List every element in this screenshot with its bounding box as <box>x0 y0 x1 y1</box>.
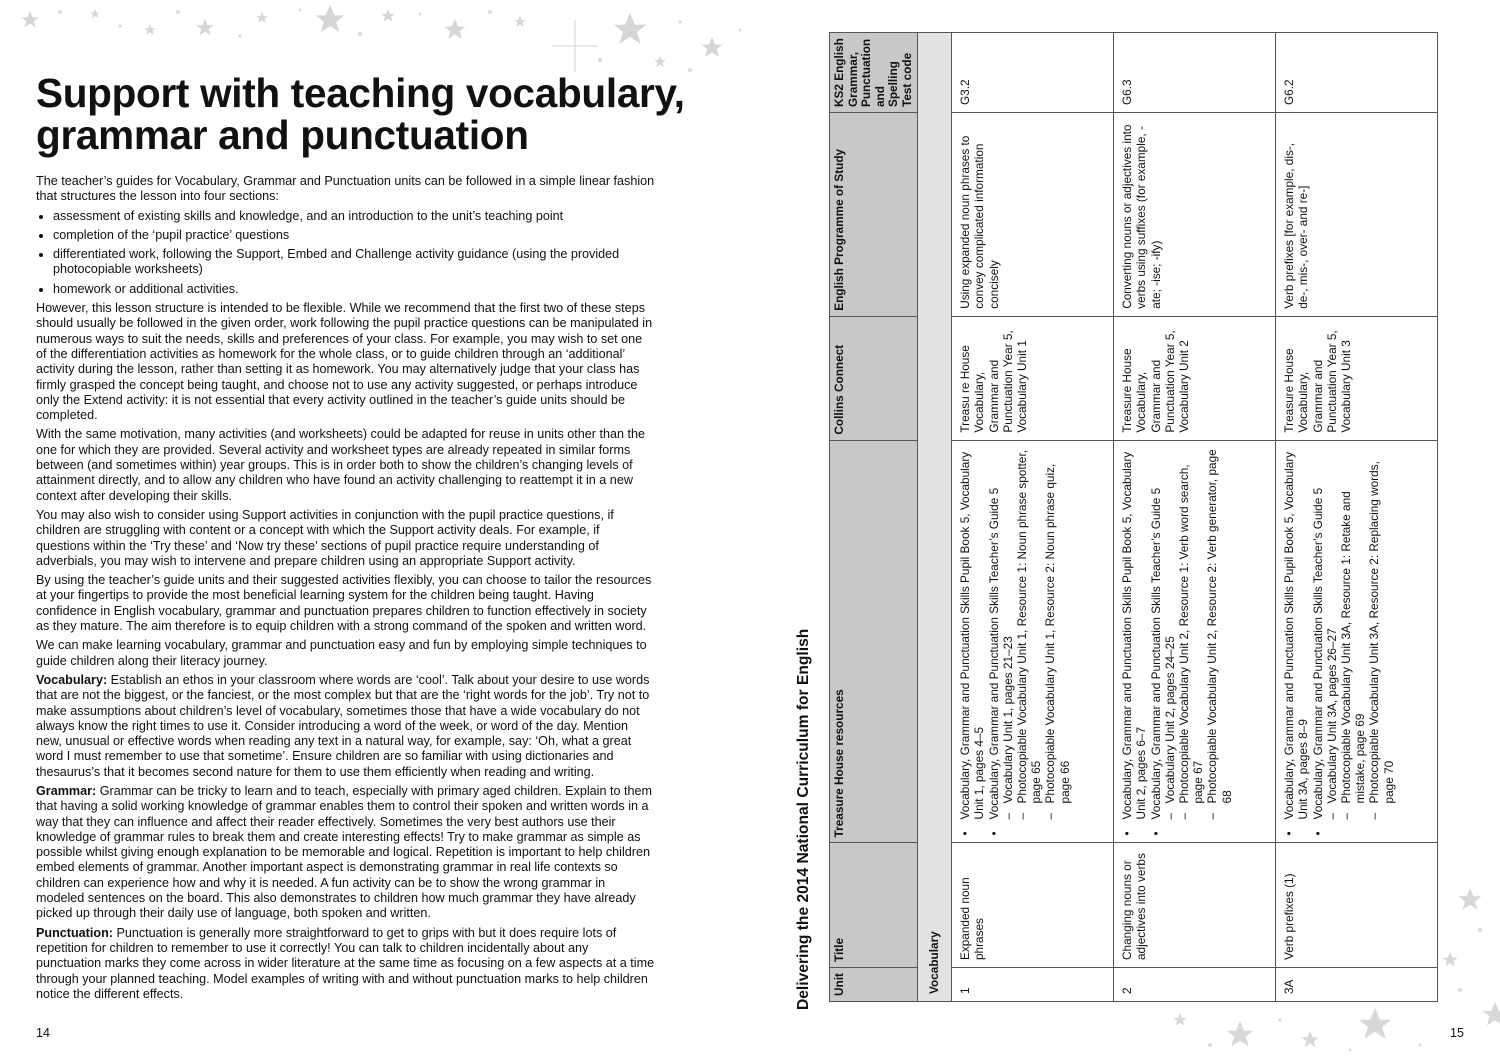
title-cell: Changing nouns or adjectives into verbs <box>1114 843 1276 968</box>
col-header-collins: Collins Connect <box>830 316 918 440</box>
curriculum-table-block <box>795 30 1435 1010</box>
punctuation-text: Punctuation is generally more straightforward to get to grips with but it does require lots of repetition for children to remember to use it correctly! You can talk to children incidentally about any punctuation marks they come across in wider literature at the same time as focusing on a few aspects at a time through your planned teaching. Model examples of writing with and without punctuation marks to help children notice the different effects. <box>36 925 655 1001</box>
vocabulary-paragraph <box>36 673 656 780</box>
resource-text: Vocabulary Unit 2, pages 24–25 <box>1162 636 1177 804</box>
dash-mark: – <box>1000 812 1015 820</box>
resource-text: Vocabulary, Grammar and Punctuation Skills Pupil Book 5, Vocabulary Unit 1, pages 4–5 <box>958 451 987 820</box>
dash-mark: – <box>1043 812 1058 820</box>
table-header-row <box>830 33 918 1002</box>
punctuation-paragraph <box>36 926 656 1002</box>
bullet-mark: • <box>986 831 1001 836</box>
col-header-unit: Unit <box>830 968 918 1002</box>
table-row <box>952 33 1114 1002</box>
resources-cell <box>952 440 1114 843</box>
collins-cell: Treasure House Vocabulary, Grammar and Punctuation Year 5, Vocabulary Unit 3 <box>1276 316 1438 440</box>
grammar-text: Grammar can be tricky to learn and to teach, especially with primary aged children. Explain to them that having a solid working knowledge of grammar enables them to control their spoken and written words in a way that they can influence and affect their reader effectively. Sometimes the very best authors use their knowledge of grammar rules to break them and create interesting effects! Try to make grammar as simple as possible whilst giving enough explanation to be memorable and logical. Repetition is important to help children embed elements of grammar. Another important aspect is demonstrating grammar in real life contexts so children can experience how and why it is needed. A fun activity can be to show the wrong grammar in modeled sentences on the board. This also demonstrates to children how much grammar they have already picked up through their daily use of language, both spoken and written. <box>36 783 652 921</box>
curriculum-table <box>829 32 1438 1002</box>
lesson-sections-list <box>36 209 656 297</box>
resource-text: Photocopiable Vocabulary Unit 2, Resource 1: Verb word search, page 67 <box>1177 464 1206 804</box>
resource-text: Vocabulary, Grammar and Punctuation Skills Teacher’s Guide 5 <box>986 487 1001 820</box>
grammar-paragraph <box>36 784 656 922</box>
col-header-resources: Treasure House resources <box>830 440 918 843</box>
paragraph: However, this lesson structure is intended to be flexible. While we recommend that the first two of these steps should usually be followed in the given order, work following the pupil practice questions can be manipulated in numerous ways to suit the needs, skills and preferences of your class. For example, you may wish to set one of the differentiation activities as homework for the whole class, or to guide children through an ‘additional’ activity during the lesson, rather than setting it as homework. You may alternatively judge that your class has firmly grasped the concept being taught, and choose not to use any activity suggested, or perhaps introduce only the Extend activity: it is not essential that every activity outlined in the teacher’s guide units should be completed. <box>36 301 653 423</box>
table-row <box>1114 33 1276 1002</box>
list-item: • differentiated work, following the Support, Embed and Challenge activity guidance (using the provided photocopiable worksheets) <box>53 247 656 278</box>
col-header-code: KS2 English Grammar, Punctuation and Spelling Test code <box>830 33 918 113</box>
collins-cell: Treasu re House Vocabulary, Grammar and Punctuation Year 5, Vocabulary Unit 1 <box>952 316 1114 440</box>
vocabulary-label: Vocabulary: <box>36 672 108 687</box>
page-number-right: 15 <box>1450 1026 1464 1040</box>
unit-cell: 1 <box>952 968 1114 1002</box>
resources-cell <box>1114 440 1276 843</box>
programme-cell: Verb prefixes [for example, dis-, de-, mis-, over- and re-] <box>1276 113 1438 317</box>
bullet-mark: • <box>1120 831 1135 836</box>
title-cell: Verb prefixes (1) <box>1276 843 1438 968</box>
resource-text: Vocabulary, Grammar and Punctuation Skills Pupil Book 5, Vocabulary Unit 2, pages 6–7 <box>1120 451 1149 820</box>
unit-cell: 2 <box>1114 968 1276 1002</box>
unit-cell: 3A <box>1276 968 1438 1002</box>
vocabulary-text: Establish an ethos in your classroom where words are ‘cool’. Talk about your desire to use words that are not the biggest, or the fanciest, or the most complex but that are the ‘right words for the job’. Try not to make assumptions about children’s level of vocabulary, sometimes those that have a wide vocabulary do not always know the right times to use it. Consider introducing a word of the week, or word of the day. Mention new, unusual or effective words when reading any text in a natural way, for example, say: ‘Oh, what a great word I must remember to use that sometime’. Ensure children are so familiar with using dictionaries and thesaurus’s that it becomes second nature for them to use them efficiently when reading and writing. <box>36 672 650 779</box>
programme-cell: Using expanded noun phrases to convey complicated information concisely <box>952 113 1114 317</box>
dash-mark: – <box>1177 812 1192 820</box>
star-decoration-top <box>0 0 750 80</box>
code-cell: G3.2 <box>952 33 1114 113</box>
dash-mark: – <box>1015 812 1030 820</box>
list-item: • homework or additional activities. <box>53 282 656 297</box>
collins-cell: Treasure House Vocabulary, Grammar and Punctuation Year 5, Vocabulary Unit 2 <box>1114 316 1276 440</box>
grammar-label: Grammar: <box>36 783 97 798</box>
bullet-mark: • <box>1148 831 1163 836</box>
page-heading: Support with teaching vocabulary, grammar and punctuation <box>36 70 685 158</box>
code-cell: G6.2 <box>1276 33 1438 113</box>
page-number-left: 14 <box>36 1026 50 1040</box>
resource-text: Vocabulary, Grammar and Punctuation Skills Pupil Book 5, Vocabulary Unit 3A, pages 8–9 <box>1282 451 1311 820</box>
list-item: • assessment of existing skills and knowledge, and an introduction to the unit’s teaching point <box>53 209 656 224</box>
paragraph: You may also wish to consider using Support activities in conjunction with the pupil practice questions, if children are struggling with content or a concept with which the Support activity deals. For example, if questions within the ‘Try these’ and ‘Now try these’ sections of pupil practice require understanding of adverbials, you may wish to intervene and prepare children using an appropriate Support activity. <box>36 507 614 568</box>
resource-text: Photocopiable Vocabulary Unit 3A, Resource 2: Replacing words, page 70 <box>1367 461 1396 804</box>
programme-cell: Converting nouns or adjectives into verbs using suffixes (for example, -ate; -ise; -ify) <box>1114 113 1276 317</box>
resource-text: Photocopiable Vocabulary Unit 1, Resource 1: Noun phrase spotter, page 65 <box>1015 449 1044 804</box>
col-header-title: Title <box>830 843 918 968</box>
punctuation-label: Punctuation: <box>36 925 113 940</box>
bullet-mark: • <box>1282 831 1297 836</box>
list-item: • completion of the ‘pupil practice’ questions <box>53 228 656 243</box>
title-cell: Expanded noun phrases <box>952 843 1114 968</box>
dash-mark: – <box>1339 812 1354 820</box>
section-row <box>918 33 952 1002</box>
resource-text: Photocopiable Vocabulary Unit 2, Resource 2: Verb generator, page 68 <box>1205 449 1234 804</box>
col-header-programme: English Programme of Study <box>830 113 918 317</box>
dash-mark: – <box>1324 812 1339 820</box>
code-cell: G6.3 <box>1114 33 1276 113</box>
resources-cell <box>1276 440 1438 843</box>
bullet-mark: • <box>1310 831 1325 836</box>
resource-text: Photocopiable Vocabulary Unit 3A, Resource 1: Retake and mistake, page 69 <box>1339 491 1368 804</box>
resource-text: Vocabulary, Grammar and Punctuation Skills Teacher’s Guide 5 <box>1310 487 1325 820</box>
dash-mark: – <box>1162 812 1177 820</box>
table-row <box>1276 33 1438 1002</box>
article-body <box>36 174 656 1006</box>
resource-text: Vocabulary Unit 3A, pages 26–27 <box>1324 628 1339 804</box>
resource-text: Vocabulary Unit 1, pages 21–23 <box>1000 636 1015 804</box>
table-title: Delivering the 2014 National Curriculum for English <box>795 628 812 1010</box>
bullet-mark: • <box>958 831 973 836</box>
paragraph: With the same motivation, many activities (and worksheets) could be adapted for reuse in units other than the one for which they are provided. Several activity and worksheet types are already repeated in similar forms between (and sometimes within) year groups. This is in order both to show the children’s changing levels of attainment directly, and to allow any children who have found an activity challenging to reattempt it in a new context after developing their skills. <box>36 427 646 503</box>
paragraph: By using the teacher’s guide units and their suggested activities flexibly, you can choose to tailor the resources at your fingertips to provide the most beneficial learning system for the children being taught. Having confidence in English vocabulary, grammar and punctuation prepares children to function effectively in society as they mature. The aim therefore is to equip children with a strong command of the spoken and written word. <box>36 573 652 634</box>
paragraph: We can make learning vocabulary, grammar and punctuation easy and fun by employing simple techniques to guide children along their literacy journey. <box>36 638 647 668</box>
dash-mark: – <box>1205 812 1220 820</box>
dash-mark: – <box>1367 812 1382 820</box>
resource-text: Vocabulary, Grammar and Punctuation Skills Teacher’s Guide 5 <box>1148 487 1163 820</box>
intro-paragraph: The teacher’s guides for Vocabulary, Grammar and Punctuation units can be followed in a simple linear fashion that structures the lesson into four sections: <box>36 174 655 204</box>
section-label: Vocabulary <box>918 33 952 1002</box>
resource-text: Photocopiable Vocabulary Unit 1, Resource 2: Noun phrase quiz, page 66 <box>1043 463 1072 804</box>
